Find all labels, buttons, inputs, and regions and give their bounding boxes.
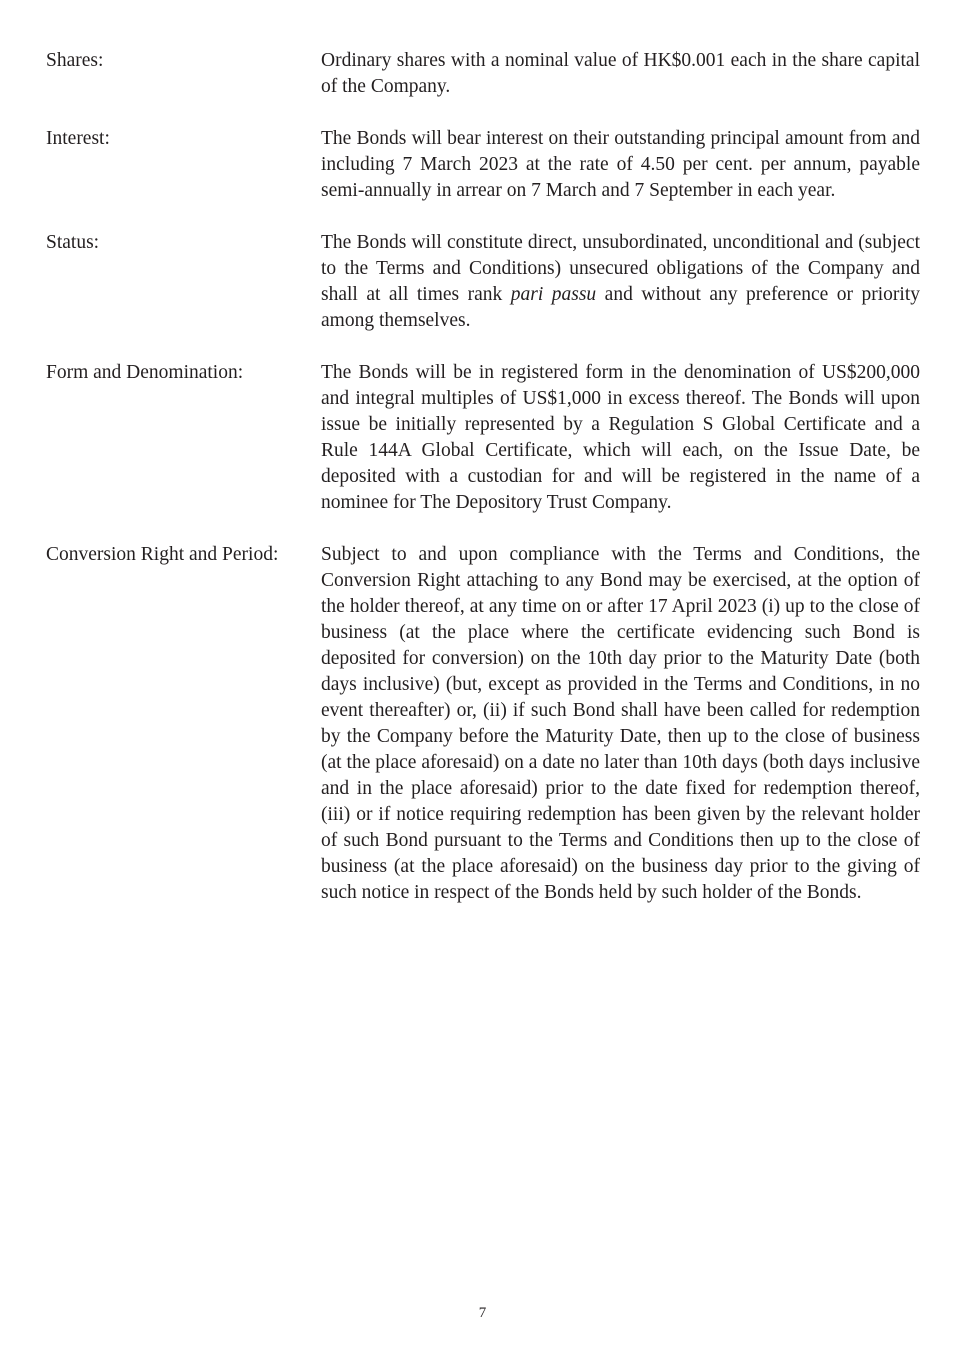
term-text: The Bonds will be in registered form in the denomination of US$200,000 and integral multiples of US$1,000 in excess thereof. The Bonds will upon issue be initially represented by a Regulation S Global Certificate and a Rule 144A Global Certificate, which will each, on the Issue Date, be deposited with a custodian for and will be registered in the name of a nominee for The Depository Trust Company. (321, 362, 920, 513)
term-text-part: The Bonds will constitute direct, unsubordinated, unconditional and (subject to the Terms and Conditions) unsecured obligations of the Company and shall at all times rank (321, 232, 920, 305)
term-label: Shares: (46, 50, 104, 71)
term-label: Form and Denomination: (46, 362, 244, 383)
term-label: Interest: (46, 128, 110, 149)
term-row-shares (46, 48, 920, 100)
term-row-form-and-denomination (46, 360, 920, 516)
page-number: 7 (478, 1305, 487, 1321)
term-text: Ordinary shares with a nominal value of HK$0.001 each in the share capital of the Company. (321, 50, 920, 97)
term-text: The Bonds will bear interest on their outstanding principal amount from and including 7 March 2023 at the rate of 4.50 per cent. per annum, payable semi-annually in arrear on 7 March and 7 September in each year. (321, 128, 920, 201)
bond-terms-list (46, 48, 920, 932)
term-row-interest (46, 126, 920, 204)
term-label: Status: (46, 232, 100, 253)
term-text-part: and without any preference or priority among themselves. (321, 284, 921, 331)
term-row-conversion-right (46, 542, 920, 906)
term-row-status (46, 230, 920, 334)
term-text-italic: pari passu (510, 284, 597, 305)
term-text: Subject to and upon compliance with the Terms and Conditions, the Conversion Right attaching to any Bond may be exercised, at the option of the holder thereof, at any time on or after 17 April 2023 (i) up to the close of business (at the place where the certificate evidencing such Bond is deposited for conversion) on the 10th day prior to the Maturity Date (both days inclusive) (but, except as provided in the Terms and Conditions, in no event thereafter) or, (ii) if such Bond shall have been called for redemption by the Company before the Maturity Date, then up to the close of business (at the place aforesaid) on a date no later than 10th days (both days inclusive and in the place aforesaid) prior to the date fixed for redemption thereof, (iii) or if notice requiring redemption has been given by the relevant holder of such Bond pursuant to the Terms and Conditions then up to the close of business (at the place aforesaid) on the business day prior to the giving of such notice in respect of the Bonds held by such holder of the Bonds. (321, 544, 920, 903)
term-label: Conversion Right and Period: (46, 544, 279, 565)
term-text (321, 230, 920, 334)
